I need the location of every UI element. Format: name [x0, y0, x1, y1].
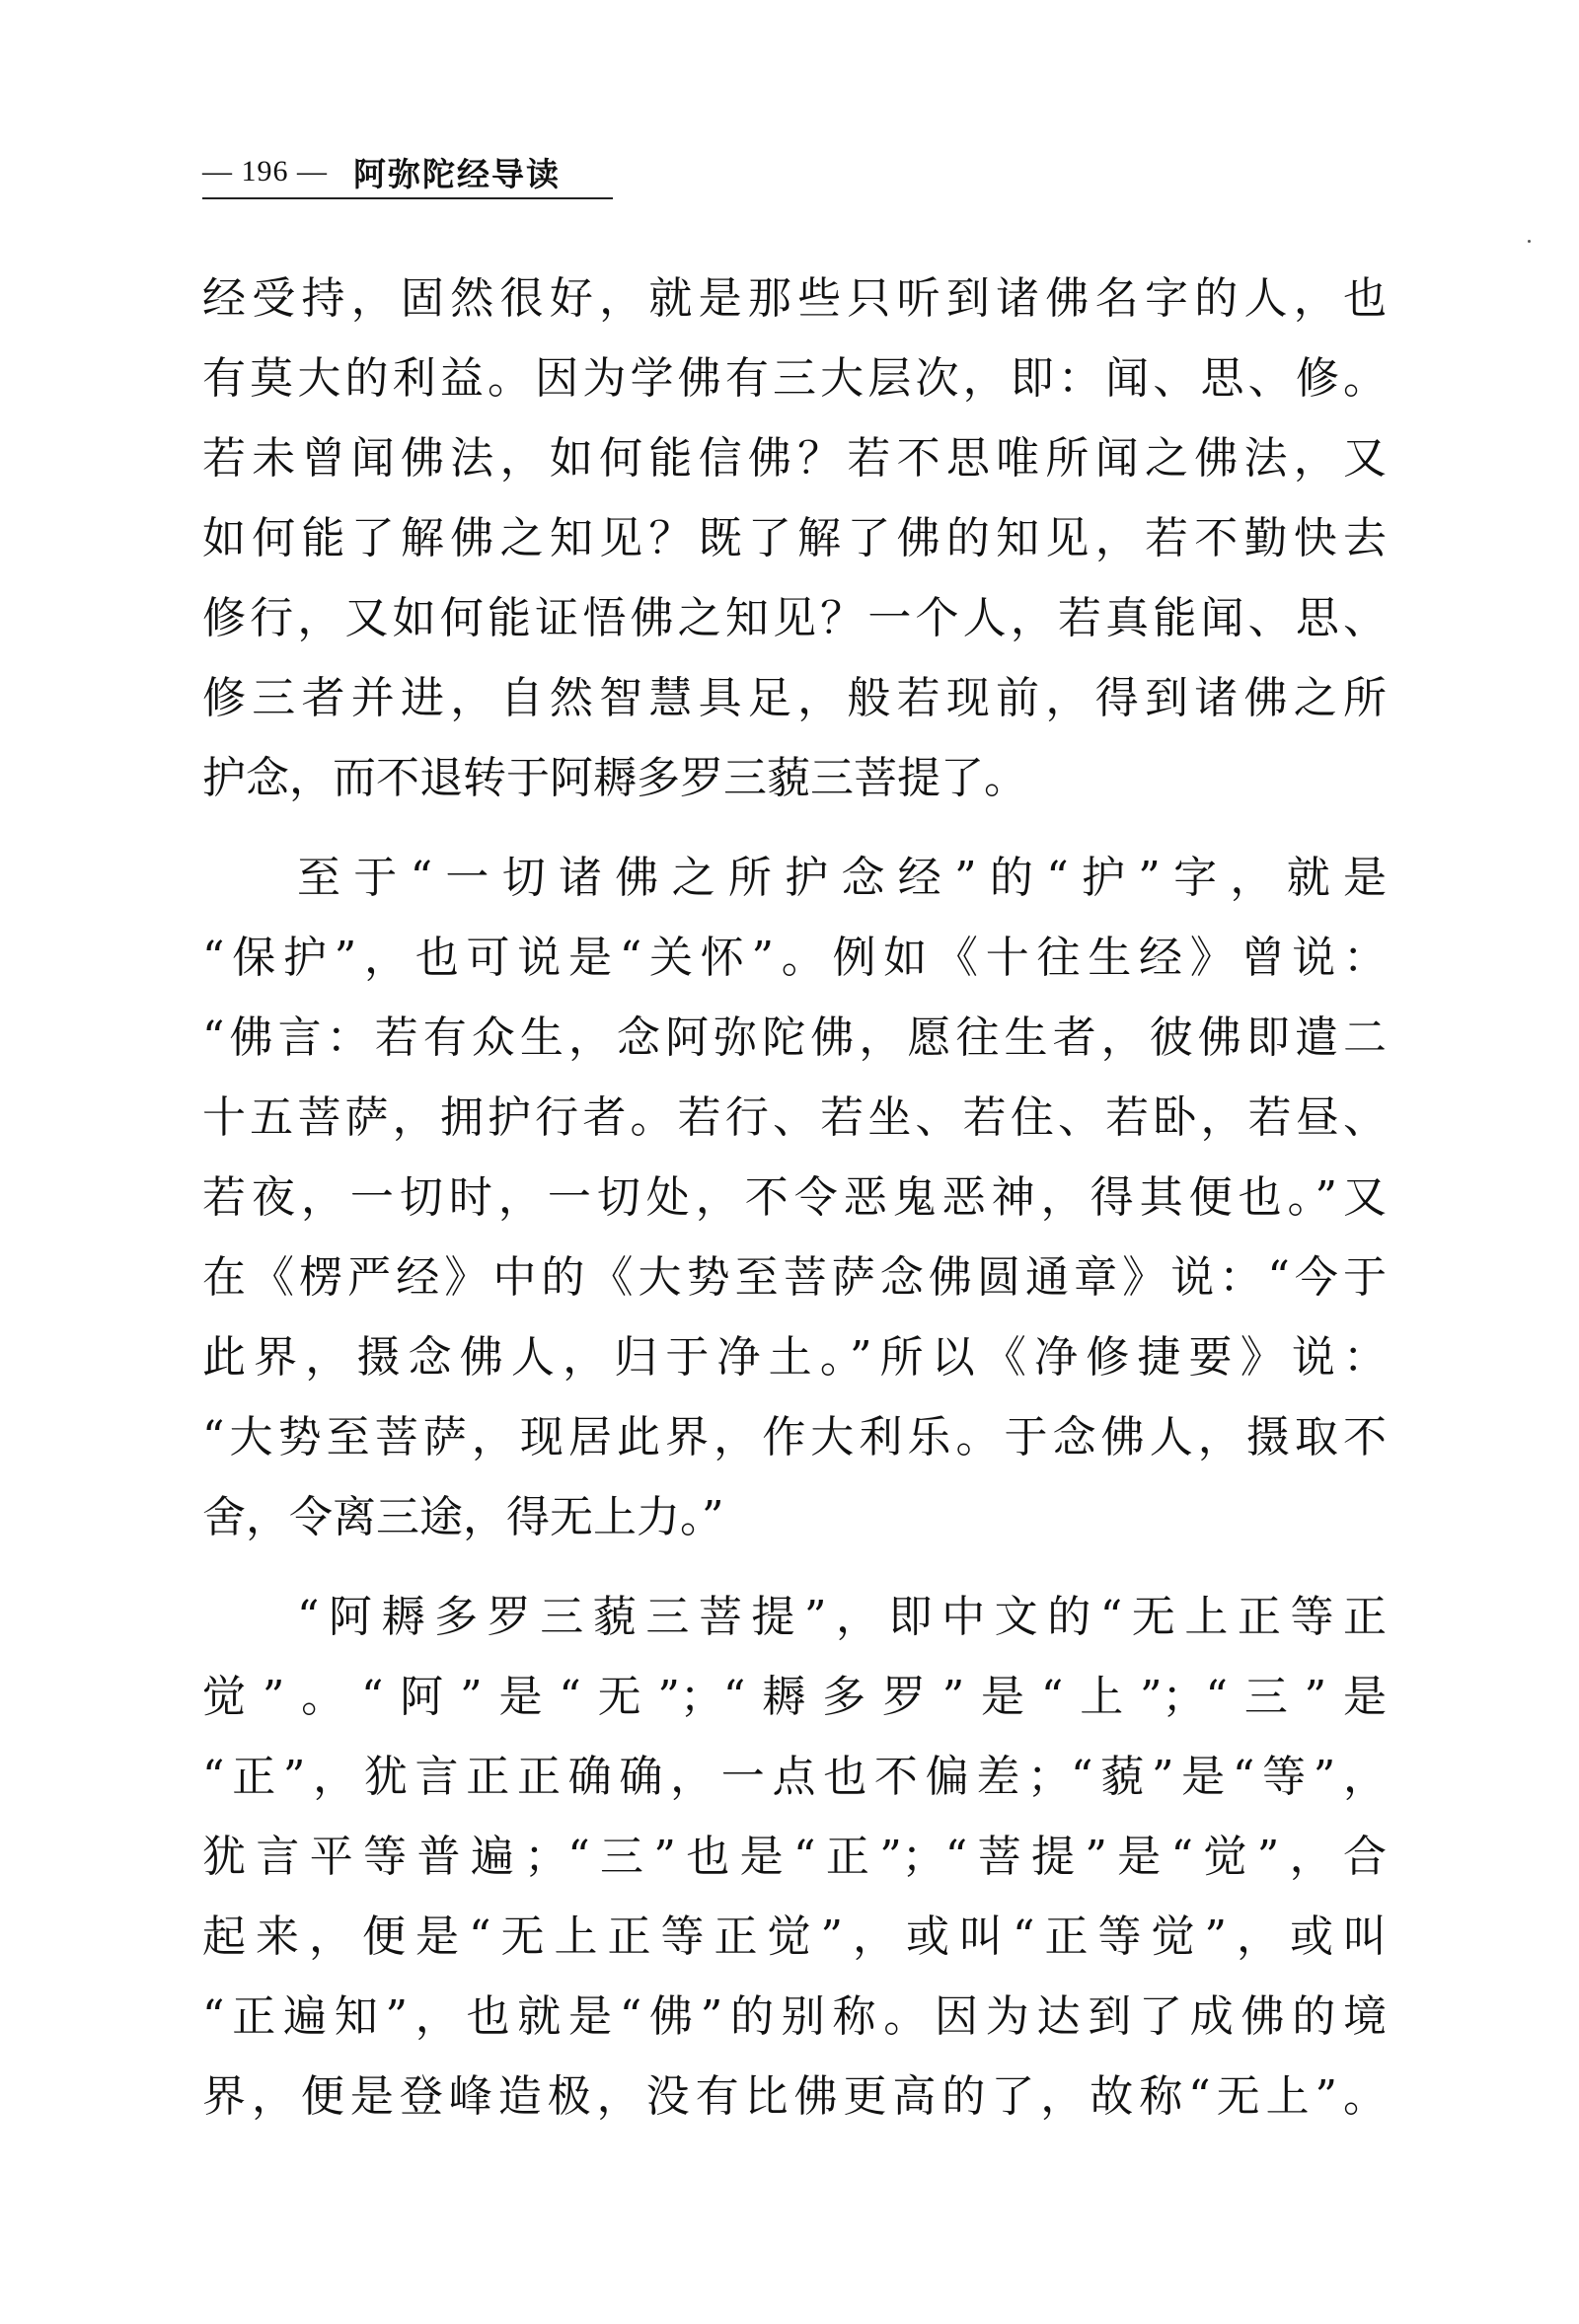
text-line: 若夜，一切时，一切处，不令恶鬼恶神，得其便也。”又: [202, 1172, 1387, 1223]
text-line: “保护”，也可说是“关怀”。例如《十往生经》曾说：: [202, 933, 1387, 983]
text-line: 若未曾闻佛法，如何能信佛？若不思唯所闻之佛法，又: [202, 433, 1387, 484]
text-line: 如何能了解佛之知见？既了解了佛的知见，若不勤快去: [202, 513, 1387, 563]
book-title: 阿弥陀经导读: [353, 154, 561, 193]
text-line: “大势至菩萨，现居此界，作大利乐。于念佛人，摄取不: [202, 1412, 1387, 1462]
text-line: “佛言：若有众生，念阿弥陀佛，愿往生者，彼佛即遣二: [202, 1012, 1387, 1063]
paragraph-gap: [202, 1557, 1387, 1577]
text-line: 十五菩萨，拥护行者。若行、若坐、若住、若卧，若昼、: [202, 1092, 1387, 1143]
text-line: 护念，而不退转于阿耨多罗三藐三菩提了。: [202, 753, 1027, 803]
text-line: 此界，摄念佛人，归于净土。”所以《净修捷要》说：: [202, 1332, 1387, 1383]
text-line: 修行，又如何能证悟佛之知见？一个人，若真能闻、思、: [202, 593, 1387, 643]
text-line: 在《楞严经》中的《大势至菩萨念佛圆通章》说：“今于: [202, 1252, 1387, 1303]
paragraph-1: [202, 259, 1387, 818]
text-line: 起来，便是“无上正等正觉”，或叫“正等觉”，或叫: [202, 1912, 1387, 1962]
text-line: 舍，令离三途，得无上力。”: [202, 1492, 724, 1542]
scan-speck: [1528, 240, 1531, 243]
paragraph-gap: [202, 818, 1387, 838]
header-rule: [202, 197, 613, 199]
text-line: 觉”。“阿”是“无”；“耨多罗”是“上”；“三”是: [202, 1672, 1387, 1722]
text-line: 修三者并进，自然智慧具足，般若现前，得到诸佛之所: [202, 673, 1387, 723]
paragraph-2: [202, 838, 1387, 1557]
page-number: — 196 —: [202, 155, 328, 187]
text-line: 至于“一切诸佛之所护念经”的“护”字，就是: [297, 853, 1387, 903]
paragraph-3: [202, 1577, 1387, 2137]
text-line: “正遍知”，也就是“佛”的别称。因为达到了成佛的境: [202, 1991, 1387, 2042]
text-line: 有莫大的利益。因为学佛有三大层次，即：闻、思、修。: [202, 353, 1387, 404]
text-line: “阿耨多罗三藐三菩提”，即中文的“无上正等正: [297, 1592, 1387, 1642]
text-line: 经受持，固然很好，就是那些只听到诸佛名字的人，也: [202, 273, 1387, 324]
text-line: 犹言平等普遍；“三”也是“正”；“菩提”是“觉”，合: [202, 1832, 1387, 1882]
running-header: [202, 150, 561, 193]
body-text: [202, 259, 1387, 2137]
text-line: “正”，犹言正正确确，一点也不偏差；“藐”是“等”，: [202, 1752, 1387, 1802]
text-line: 界，便是登峰造极，没有比佛更高的了，故称“无上”。: [202, 2071, 1387, 2122]
